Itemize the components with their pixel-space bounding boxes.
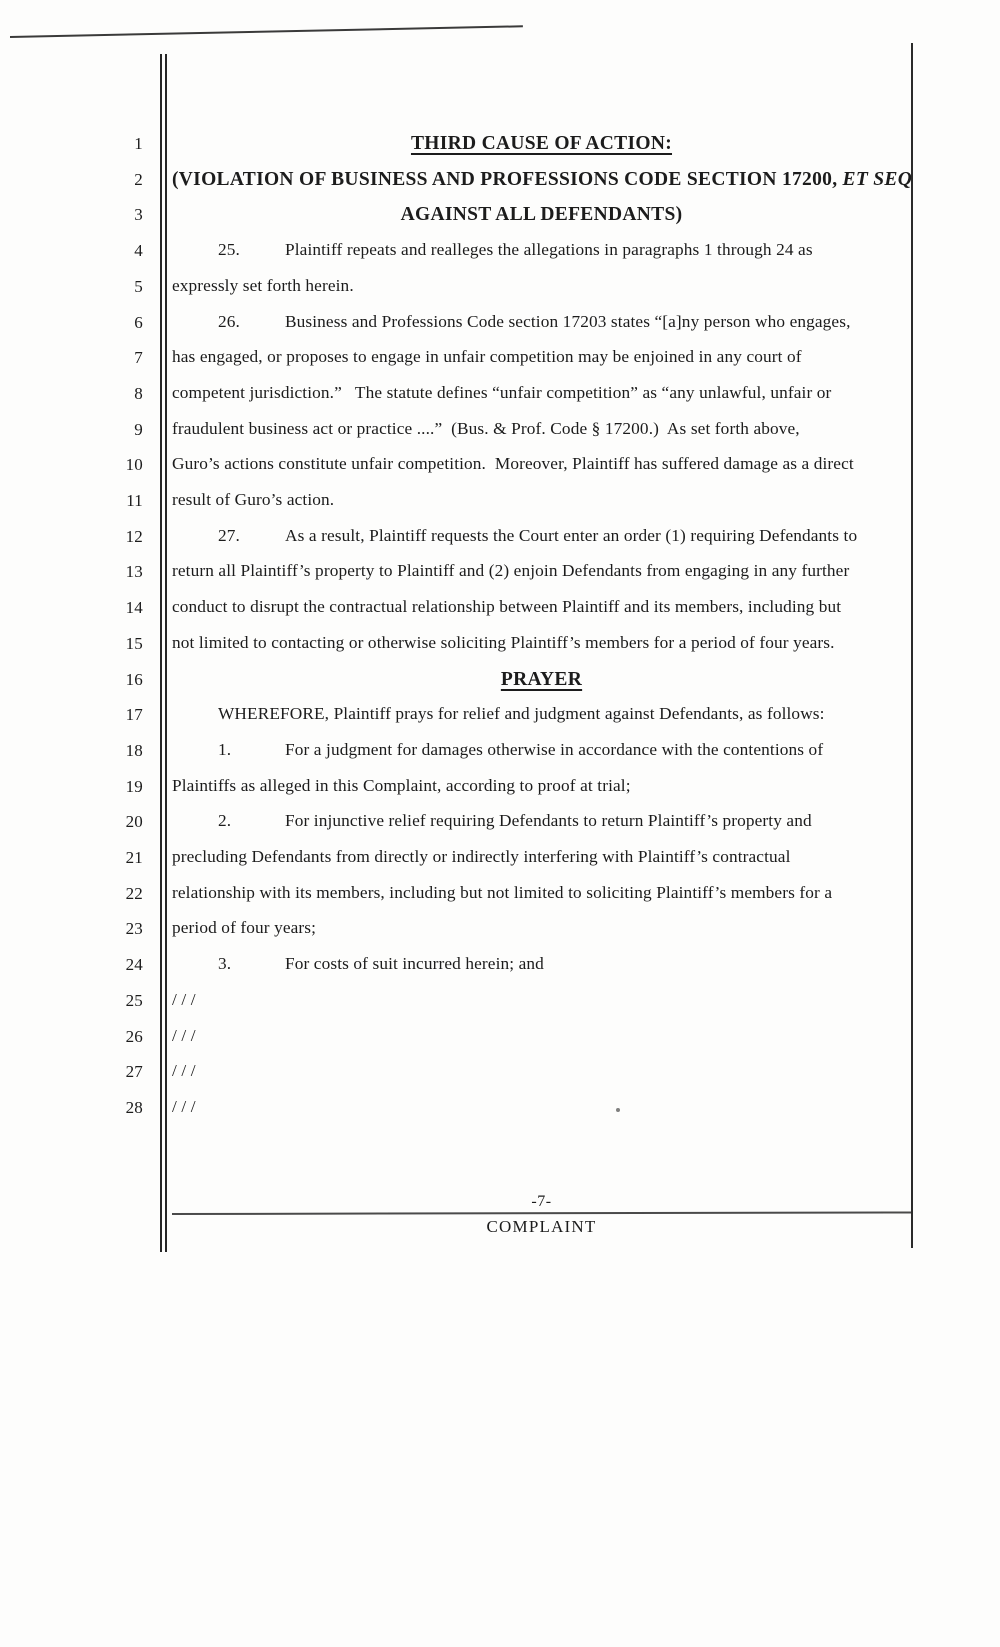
document-line: [0, 490, 1000, 526]
line-number: 3: [134, 205, 143, 225]
paragraph-number: 1.: [218, 739, 232, 759]
line-number: 18: [125, 740, 143, 760]
document-line: [0, 990, 1000, 1026]
line-text: expressly set forth herein.: [172, 275, 354, 295]
document-line: [0, 419, 1000, 455]
line-text: / / /: [172, 1096, 196, 1116]
line-text: relationship with its members, including but not limited to soliciting Plaintiff’s members for a: [172, 882, 833, 902]
line-text: fraudulent business act or practice ....” (Bus. & Prof. Code § 17200.) As set forth above,: [172, 418, 800, 438]
line-number: 6: [134, 312, 143, 332]
line-text: 27. As a result, Plaintiff requests the Court enter an order (1) requiring Defendants to: [218, 525, 858, 545]
line-text: THIRD CAUSE OF ACTION:: [410, 133, 673, 154]
document-line: [0, 883, 1000, 919]
line-text: period of four years;: [172, 918, 317, 938]
line-number: 10: [125, 455, 143, 475]
line-number: 4: [134, 241, 143, 261]
line-number: 2: [134, 169, 143, 189]
line-number: 12: [125, 526, 143, 546]
line-number: 16: [125, 669, 143, 689]
document-line: [0, 347, 1000, 383]
document-line: [0, 918, 1000, 954]
document-line: [0, 312, 1000, 348]
document-line: [0, 454, 1000, 490]
document-line: [0, 669, 1000, 705]
paragraph-number: 2.: [218, 811, 232, 831]
line-number: 1: [134, 134, 143, 153]
line-number: 20: [125, 812, 143, 832]
line-number: 15: [125, 633, 143, 653]
line-text: conduct to disrupt the contractual relationship between Plaintiff and its members, including but: [172, 597, 842, 617]
line-number: 19: [125, 776, 143, 796]
paragraph-number: 3.: [218, 954, 232, 974]
line-text: 1. For a judgment for damages otherwise in accordance with the contentions of: [218, 739, 824, 759]
document-line: [0, 776, 1000, 812]
line-number: 23: [125, 919, 143, 939]
document-line: [0, 1026, 1000, 1062]
paragraph-number: 25.: [218, 240, 240, 260]
line-number: 24: [125, 955, 143, 975]
paragraph-number: 27.: [218, 525, 240, 545]
line-number: 14: [125, 598, 143, 618]
line-text: 25. Plaintiff repeats and realleges the allegations in paragraphs 1 through 24 as: [218, 240, 813, 260]
scan-top-edge-line: [10, 25, 523, 38]
line-text: competent jurisdiction.” The statute defines “unfair competition” as “any unlawful, unfair or: [172, 382, 832, 402]
document-line: [0, 133, 1000, 169]
line-number: 28: [125, 1097, 143, 1117]
document-line: [0, 1097, 1000, 1133]
line-text: not limited to contacting or otherwise soliciting Plaintiff’s members for a period of four years.: [172, 632, 835, 652]
document-line: [0, 954, 1000, 990]
document-line: [0, 276, 1000, 312]
document-line: [0, 597, 1000, 633]
document-line: [0, 526, 1000, 562]
line-text: return all Plaintiff’s property to Plaintiff and (2) enjoin Defendants from engaging in any further: [172, 561, 850, 581]
document-line: [0, 704, 1000, 740]
line-text: / / /: [172, 1025, 196, 1045]
line-number: 8: [134, 383, 143, 403]
line-number: 26: [125, 1026, 143, 1046]
line-text: PRAYER: [500, 668, 583, 690]
line-text: (VIOLATION OF BUSINESS AND PROFESSIONS CODE SECTION 17200, ET SEQ: [172, 168, 913, 190]
line-text: has engaged, or proposes to engage in unfair competition may be enjoined in any court of: [172, 347, 802, 367]
footer-rule: [172, 1211, 911, 1215]
line-text: 26. Business and Professions Code section 17203 states “[a]ny person who engages,: [218, 311, 851, 331]
line-number: 11: [126, 491, 143, 510]
document-line: [0, 204, 1000, 240]
line-text: AGAINST ALL DEFENDANTS): [400, 204, 683, 226]
line-number: 5: [134, 276, 143, 296]
document-line: [0, 740, 1000, 776]
document-line: [0, 847, 1000, 883]
line-text: precluding Defendants from directly or indirectly interfering with Plaintiff’s contractual: [172, 847, 791, 866]
line-number: 13: [125, 562, 143, 582]
line-text: / / /: [172, 1061, 196, 1081]
footer-page-number: -7-: [531, 1193, 552, 1210]
line-text: 3. For costs of suit incurred herein; and: [218, 954, 544, 974]
line-text: result of Guro’s action.: [172, 490, 335, 509]
line-text: / / /: [172, 989, 196, 1009]
line-number: 9: [134, 419, 143, 439]
line-number: 25: [125, 990, 143, 1010]
line-number: 7: [134, 348, 143, 368]
document-line: [0, 811, 1000, 847]
document-line: [0, 561, 1000, 597]
line-text: 2. For injunctive relief requiring Defendants to return Plaintiff’s property and: [218, 811, 812, 831]
document-line: [0, 240, 1000, 276]
document-line: [0, 1061, 1000, 1097]
line-text: Plaintiffs as alleged in this Complaint, according to proof at trial;: [172, 775, 631, 795]
line-number: 22: [125, 883, 143, 903]
line-text: WHEREFORE, Plaintiff prays for relief and judgment against Defendants, as follows:: [218, 704, 825, 724]
line-number: 17: [125, 705, 143, 725]
line-text: Guro’s actions constitute unfair competition. Moreover, Plaintiff has suffered damage as a direct: [172, 454, 854, 474]
document-line: [0, 383, 1000, 419]
document-line: [0, 169, 1000, 205]
line-number: 27: [125, 1062, 143, 1082]
footer-doc-title: COMPLAINT: [486, 1217, 597, 1236]
paragraph-number: 26.: [218, 311, 240, 331]
line-number: 21: [125, 848, 143, 867]
document-line: [0, 633, 1000, 669]
